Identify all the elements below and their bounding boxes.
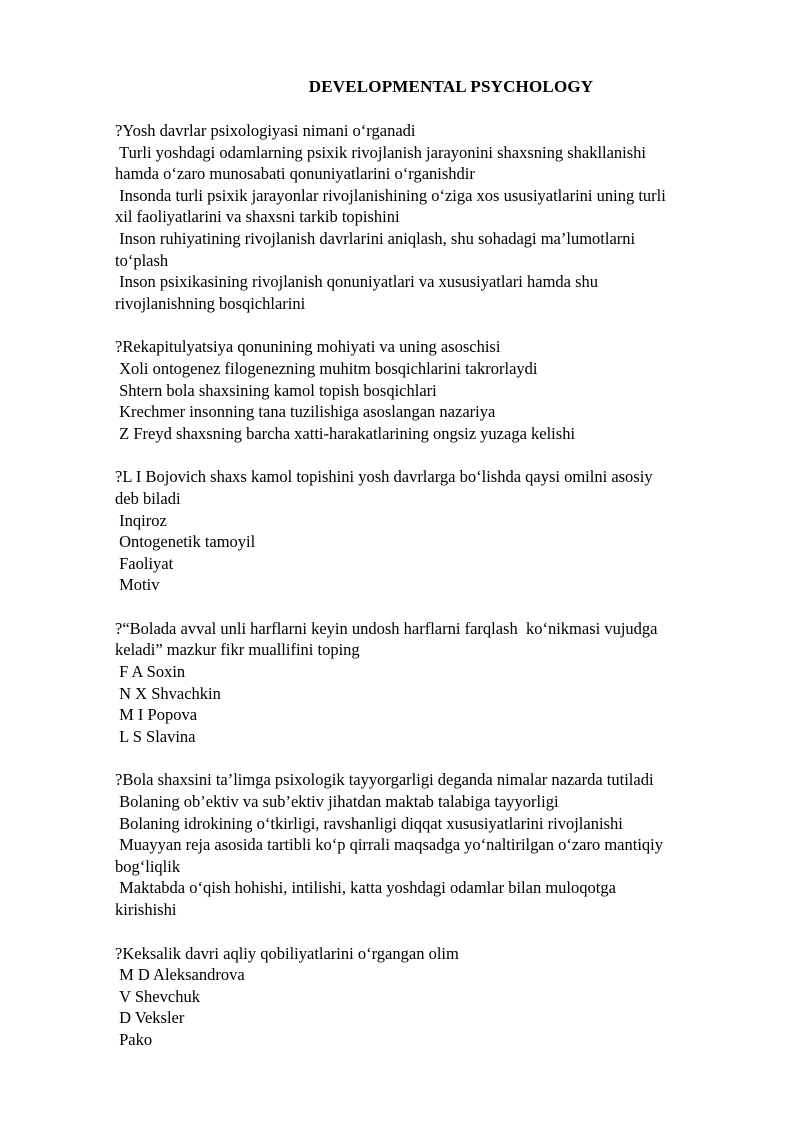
- question-text: ?Rekapitulyatsiya qonunining mohiyati va uning asoschisi: [115, 337, 501, 357]
- answer-option: D Veksler: [115, 1008, 185, 1028]
- answer-option: Inson ruhiyatining rivojlanish davrlarini aniqlash, shu sohadagi ma’lumotlarni: [115, 228, 636, 248]
- answer-option-continued: to‘plash: [115, 250, 169, 270]
- answer-option: L S Slavina: [115, 726, 196, 746]
- question-block-2: [115, 336, 744, 444]
- answer-option: Shtern bola shaxsining kamol topish bosqichlari: [115, 380, 437, 400]
- answer-option: Bolaning idrokining o‘tkirligi, ravshanligi diqqat xususiyatlarini rivojlanishi: [115, 813, 623, 833]
- answer-option: Insonda turli psixik jarayonlar rivojlanishining o‘ziga xos ususiyatlarini uning turli: [115, 185, 666, 205]
- answer-option: Ontogenetik tamoyil: [115, 532, 256, 552]
- answer-option-continued: hamda o‘zaro munosabati qonuniyatlarini o‘rganishdir: [115, 164, 475, 184]
- answer-option: F A Soxin: [115, 662, 186, 682]
- answer-option: Inson psixikasining rivojlanish qonuniyatlari va xususiyatlari hamda shu: [115, 272, 599, 292]
- question-text: ?Keksalik davri aqliy qobiliyatlarini o‘rgangan olim: [115, 943, 459, 963]
- question-block-5: [115, 769, 744, 920]
- answer-option-continued: rivojlanishning bosqichlarini: [115, 293, 306, 313]
- answer-option: Maktabda o‘qish hohishi, intilishi, katta yoshdagi odamlar bilan muloqotga: [115, 878, 616, 898]
- question-text-continued: keladi” mazkur fikr muallifini toping: [115, 640, 360, 660]
- answer-option: V Shevchuk: [115, 986, 200, 1006]
- answer-option: Inqiroz: [115, 510, 167, 530]
- answer-option: Muayyan reja asosida tartibli ko‘p qirrali maqsadga yo‘naltirilgan o‘zaro mantiqiy: [115, 835, 663, 855]
- answer-option: Motiv: [115, 575, 160, 595]
- answer-option: Faoliyat: [115, 553, 174, 573]
- answer-option: M I Popova: [115, 705, 198, 725]
- question-text: ?Yosh davrlar psixologiyasi nimani o‘rganadi: [115, 121, 416, 140]
- answer-option-continued: xil faoliyatlarini va shaxsni tarkib topishini: [115, 207, 400, 227]
- question-text: ?Bola shaxsini ta’limga psixologik tayyorgarligi deganda nimalar nazarda tutiladi: [115, 770, 654, 790]
- answer-option: Krechmer insonning tana tuzilishiga asoslangan nazariya: [115, 402, 496, 422]
- answer-option: Bolaning ob’ektiv va sub’ektiv jihatdan maktab talabiga tayyorligi: [115, 792, 559, 812]
- question-block-6: [115, 943, 744, 1051]
- answer-option: Turli yoshdagi odamlarning psixik rivojlanish jarayonini shaxsning shakllanishi: [115, 142, 647, 162]
- answer-option: Xoli ontogenez filogenezning muhitm bosqichlarini takrorlaydi: [115, 358, 538, 378]
- question-block-1: [115, 120, 744, 314]
- document-title: DEVELOPMENTAL PSYCHOLOGY: [308, 77, 594, 96]
- question-block-4: [115, 618, 744, 748]
- question-text-continued: deb biladi: [115, 488, 181, 508]
- answer-option: M D Aleksandrova: [115, 965, 245, 985]
- answer-option-continued: bog‘liqlik: [115, 856, 181, 876]
- answer-option: Z Freyd shaxsning barcha xatti-harakatlarining ongsiz yuzaga kelishi: [115, 423, 576, 443]
- question-text: ?L I Bojovich shaxs kamol topishini yosh davrlarga bo‘lishda qaysi omilni asosiy: [115, 467, 653, 487]
- question-block-3: [115, 466, 744, 596]
- answer-option: Pako: [115, 1029, 153, 1049]
- answer-option-continued: kirishishi: [115, 900, 177, 919]
- question-text: ?“Bolada avval unli harflarni keyin undosh harflarni farqlash ko‘nikmasi vujudga: [115, 618, 658, 638]
- answer-option: N X Shvachkin: [115, 683, 221, 703]
